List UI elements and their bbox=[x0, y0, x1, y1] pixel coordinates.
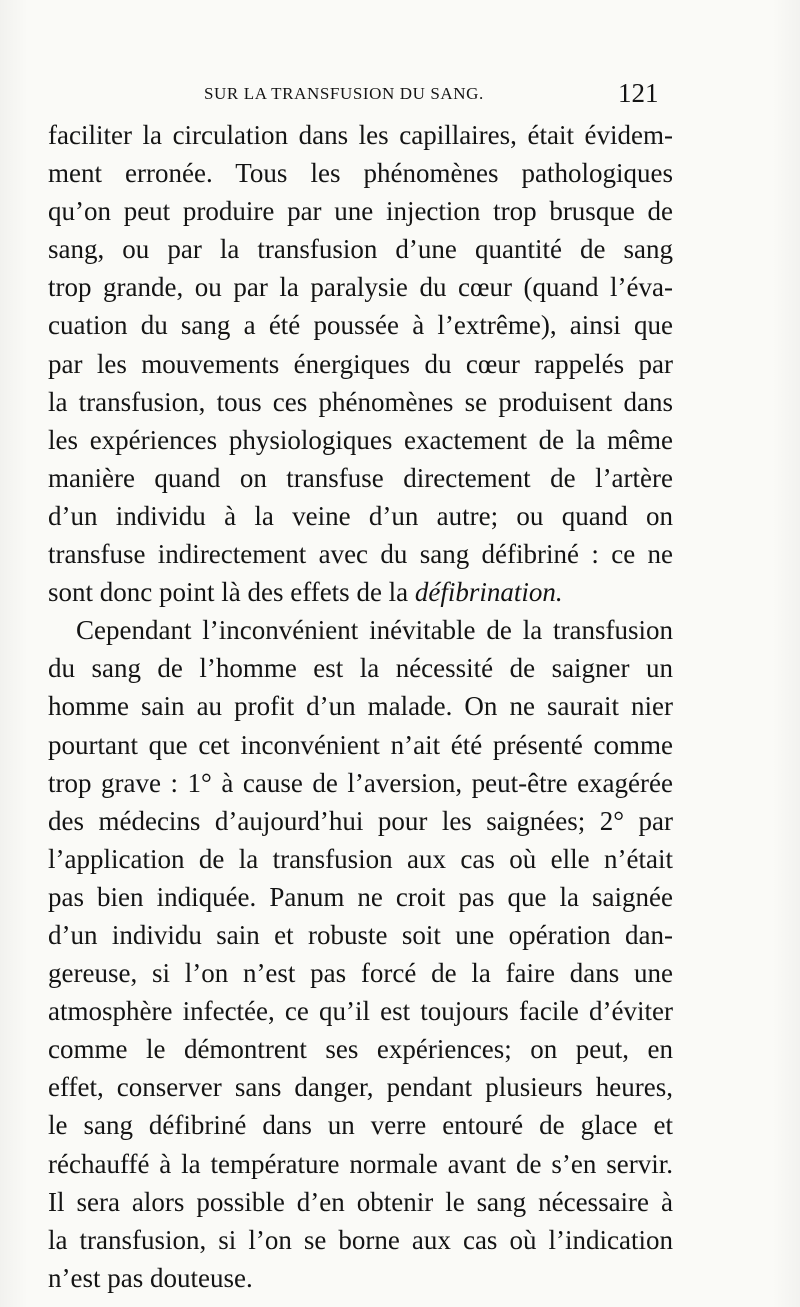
text-line: la transfusion, si l’on se borne aux cas où l’indication bbox=[48, 1224, 673, 1255]
paragraph-1 bbox=[48, 116, 673, 611]
text-line: cuation du sang a été poussée à l’extrême), ainsi que bbox=[48, 310, 673, 341]
text-line: effet, conserver sans danger, pendant plusieurs heures, bbox=[48, 1072, 673, 1103]
body-text bbox=[48, 116, 673, 1297]
text-line: manière quand on transfuse directement de l’artère bbox=[48, 462, 673, 493]
text-line: faciliter la circulation dans les capillaires, était évidem- bbox=[48, 120, 673, 150]
text-line-indented: Cependant l’inconvénient inévitable de la transfusion bbox=[76, 615, 673, 646]
text-line: ment erronée. Tous les phénomènes pathologiques bbox=[48, 158, 673, 189]
text-line-final: n’est pas douteuse. bbox=[48, 1262, 253, 1293]
text-line: transfuse indirectement avec du sang défibriné : ce ne bbox=[48, 539, 673, 570]
text-line: pas bien indiquée. Panum ne croit pas que la saignée bbox=[48, 881, 673, 912]
text-line: d’un individu à la veine d’un autre; ou quand on bbox=[48, 500, 673, 531]
text-line-prefix: sont donc point là des effets de la bbox=[48, 577, 415, 608]
text-line: les expériences physiologiques exactement de la même bbox=[48, 424, 673, 455]
page-header bbox=[0, 76, 800, 116]
text-line: atmosphère infectée, ce qu’il est toujours facile d’éviter bbox=[48, 996, 673, 1027]
text-line: gereuse, si l’on n’est pas forcé de la faire dans une bbox=[48, 958, 673, 989]
text-line: l’application de la transfusion aux cas où elle n’était bbox=[48, 843, 673, 874]
text-line: Il sera alors possible d’en obtenir le sang nécessaire à bbox=[48, 1186, 673, 1217]
text-line: homme sain au profit d’un malade. On ne saurait nier bbox=[48, 691, 673, 722]
text-line: des médecins d’aujourd’hui pour les saignées; 2° par bbox=[48, 805, 673, 836]
paragraph-2 bbox=[48, 611, 673, 1297]
text-line: par les mouvements énergiques du cœur rappelés par bbox=[48, 348, 673, 379]
text-line: du sang de l’homme est la nécessité de saigner un bbox=[48, 653, 673, 684]
text-line: d’un individu sain et robuste soit une opération dan- bbox=[48, 919, 673, 950]
running-title: SUR LA TRANSFUSION DU SANG. bbox=[204, 84, 484, 103]
text-line: pourtant que cet inconvénient n’ait été présenté comme bbox=[48, 729, 673, 760]
text-line: réchauffé à la température normale avant de s’en servir. bbox=[48, 1148, 673, 1179]
text-line: trop grande, ou par la paralysie du cœur (quand l’éva- bbox=[48, 272, 673, 303]
emphasized-term: défibrination. bbox=[414, 577, 563, 608]
text-line: qu’on peut produire par une injection trop brusque de bbox=[48, 196, 673, 227]
text-line: trop grave : 1° à cause de l’aversion, peut-être exagérée bbox=[48, 767, 673, 798]
text-line-final bbox=[48, 573, 673, 611]
page-number: 121 bbox=[618, 78, 659, 108]
text-line: sang, ou par la transfusion d’une quantité de sang bbox=[48, 234, 673, 265]
text-line: comme le démontrent ses expériences; on peut, en bbox=[48, 1034, 673, 1065]
text-line: la transfusion, tous ces phénomènes se produisent dans bbox=[48, 386, 673, 417]
text-line: le sang défibriné dans un verre entouré de glace et bbox=[48, 1110, 673, 1141]
